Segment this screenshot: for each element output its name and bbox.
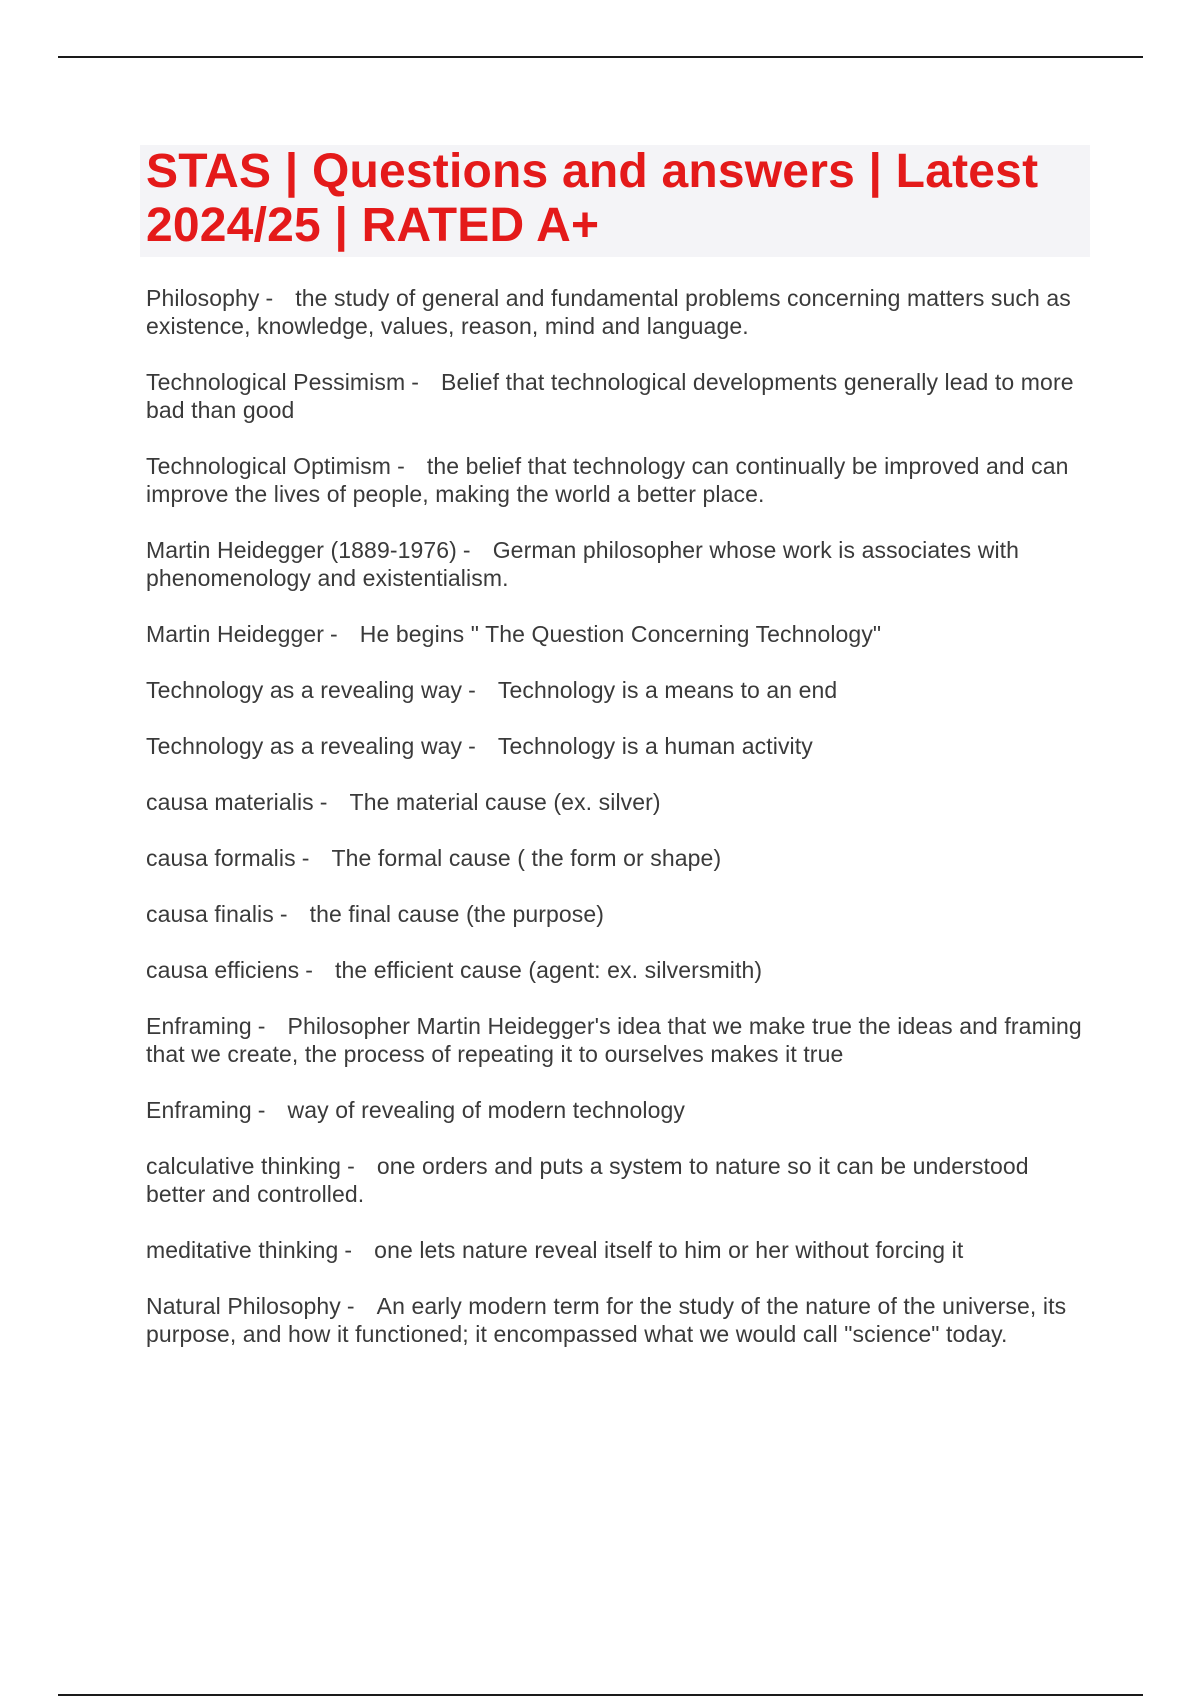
entry-definition: way of revealing of modern technology <box>287 1097 685 1123</box>
bottom-rule <box>58 1694 1143 1696</box>
entry-separator: - <box>301 845 310 871</box>
entry-definition: An early modern term for the study of the nature of the universe, its purpose, and how it functioned; it encompassed what we would call "science" today. <box>146 1293 1067 1347</box>
qa-entry <box>146 620 1086 648</box>
entry-separator: - <box>305 957 313 983</box>
entry-term: Technology as a revealing way <box>146 677 463 703</box>
qa-entry <box>146 1152 1086 1208</box>
entry-definition: one lets nature reveal itself to him or her without forcing it <box>374 1237 964 1263</box>
entry-separator: - <box>397 453 405 479</box>
entry-separator: - <box>330 621 338 647</box>
qa-entry <box>146 1236 1086 1264</box>
qa-entry <box>146 536 1086 592</box>
qa-entry <box>146 368 1086 424</box>
entry-separator: - <box>462 537 471 563</box>
entry-definition: Technology is a means to an end <box>497 677 838 703</box>
qa-entry <box>146 452 1086 508</box>
entry-definition: Belief that technological developments generally lead to more bad than good <box>146 369 1074 423</box>
qa-entry <box>146 900 1086 928</box>
entry-definition: the final cause (the purpose) <box>309 901 605 927</box>
title-banner <box>140 145 1090 257</box>
entry-definition: He begins " The Question Concerning Technology" <box>359 621 882 647</box>
qa-entry <box>146 1096 1086 1124</box>
entry-definition: The material cause (ex. silver) <box>349 789 661 815</box>
entry-term: Technology as a revealing way <box>146 733 463 759</box>
qa-entry <box>146 956 1086 984</box>
entry-term: calculative thinking <box>146 1153 342 1179</box>
qa-entry <box>146 1012 1086 1068</box>
qa-list <box>146 284 1086 1376</box>
qa-entry <box>146 676 1086 704</box>
entry-separator: - <box>279 901 288 927</box>
entry-separator: - <box>319 789 328 815</box>
entry-term: Technological Pessimism <box>146 369 406 395</box>
entry-separator: - <box>346 1293 355 1319</box>
entry-term: Technological Optimism <box>146 453 392 479</box>
entry-term: Enframing <box>146 1013 252 1039</box>
qa-entry <box>146 844 1086 872</box>
entry-term: meditative thinking <box>146 1237 339 1263</box>
entry-definition: the efficient cause (agent: ex. silversmith) <box>335 957 763 983</box>
entry-term: Philosophy <box>146 285 260 311</box>
entry-definition: the study of general and fundamental problems concerning matters such as existence, knowledge, values, reason, mind and language. <box>146 285 1071 339</box>
qa-entry <box>146 284 1086 340</box>
qa-entry <box>146 1292 1086 1348</box>
entry-separator: - <box>257 1013 266 1039</box>
entry-separator: - <box>468 677 476 703</box>
qa-entry <box>146 732 1086 760</box>
entry-separator: - <box>344 1237 353 1263</box>
entry-separator: - <box>257 1097 266 1123</box>
entry-separator: - <box>347 1153 355 1179</box>
entry-separator: - <box>411 369 419 395</box>
entry-term: causa materialis <box>146 789 314 815</box>
entry-term: causa finalis <box>146 901 274 927</box>
entry-term: causa formalis <box>146 845 296 871</box>
entry-term: Enframing <box>146 1097 252 1123</box>
entry-separator: - <box>468 733 476 759</box>
entry-definition: Technology is a human activity <box>497 733 813 759</box>
entry-definition: The formal cause ( the form or shape) <box>331 845 722 871</box>
document-title: STAS | Questions and answers | Latest 2024/25 | RATED A+ <box>146 145 1039 252</box>
entry-term: causa efficiens <box>146 957 300 983</box>
entry-definition: Philosopher Martin Heidegger's idea that we make true the ideas and framing that we create, the process of repeating it to ourselves makes it true <box>146 1013 1082 1067</box>
entry-definition: the belief that technology can continually be improved and can improve the lives of people, making the world a better place. <box>146 453 1069 507</box>
entry-term: Martin Heidegger (1889-1976) <box>146 537 457 563</box>
top-rule <box>58 56 1143 58</box>
entry-term: Natural Philosophy <box>146 1293 341 1319</box>
entry-definition: German philosopher whose work is associates with phenomenology and existentialism. <box>146 537 1020 591</box>
qa-entry <box>146 788 1086 816</box>
entry-definition: one orders and puts a system to nature so it can be understood better and controlled. <box>146 1153 1029 1207</box>
entry-term: Martin Heidegger <box>146 621 325 647</box>
entry-separator: - <box>265 285 274 311</box>
